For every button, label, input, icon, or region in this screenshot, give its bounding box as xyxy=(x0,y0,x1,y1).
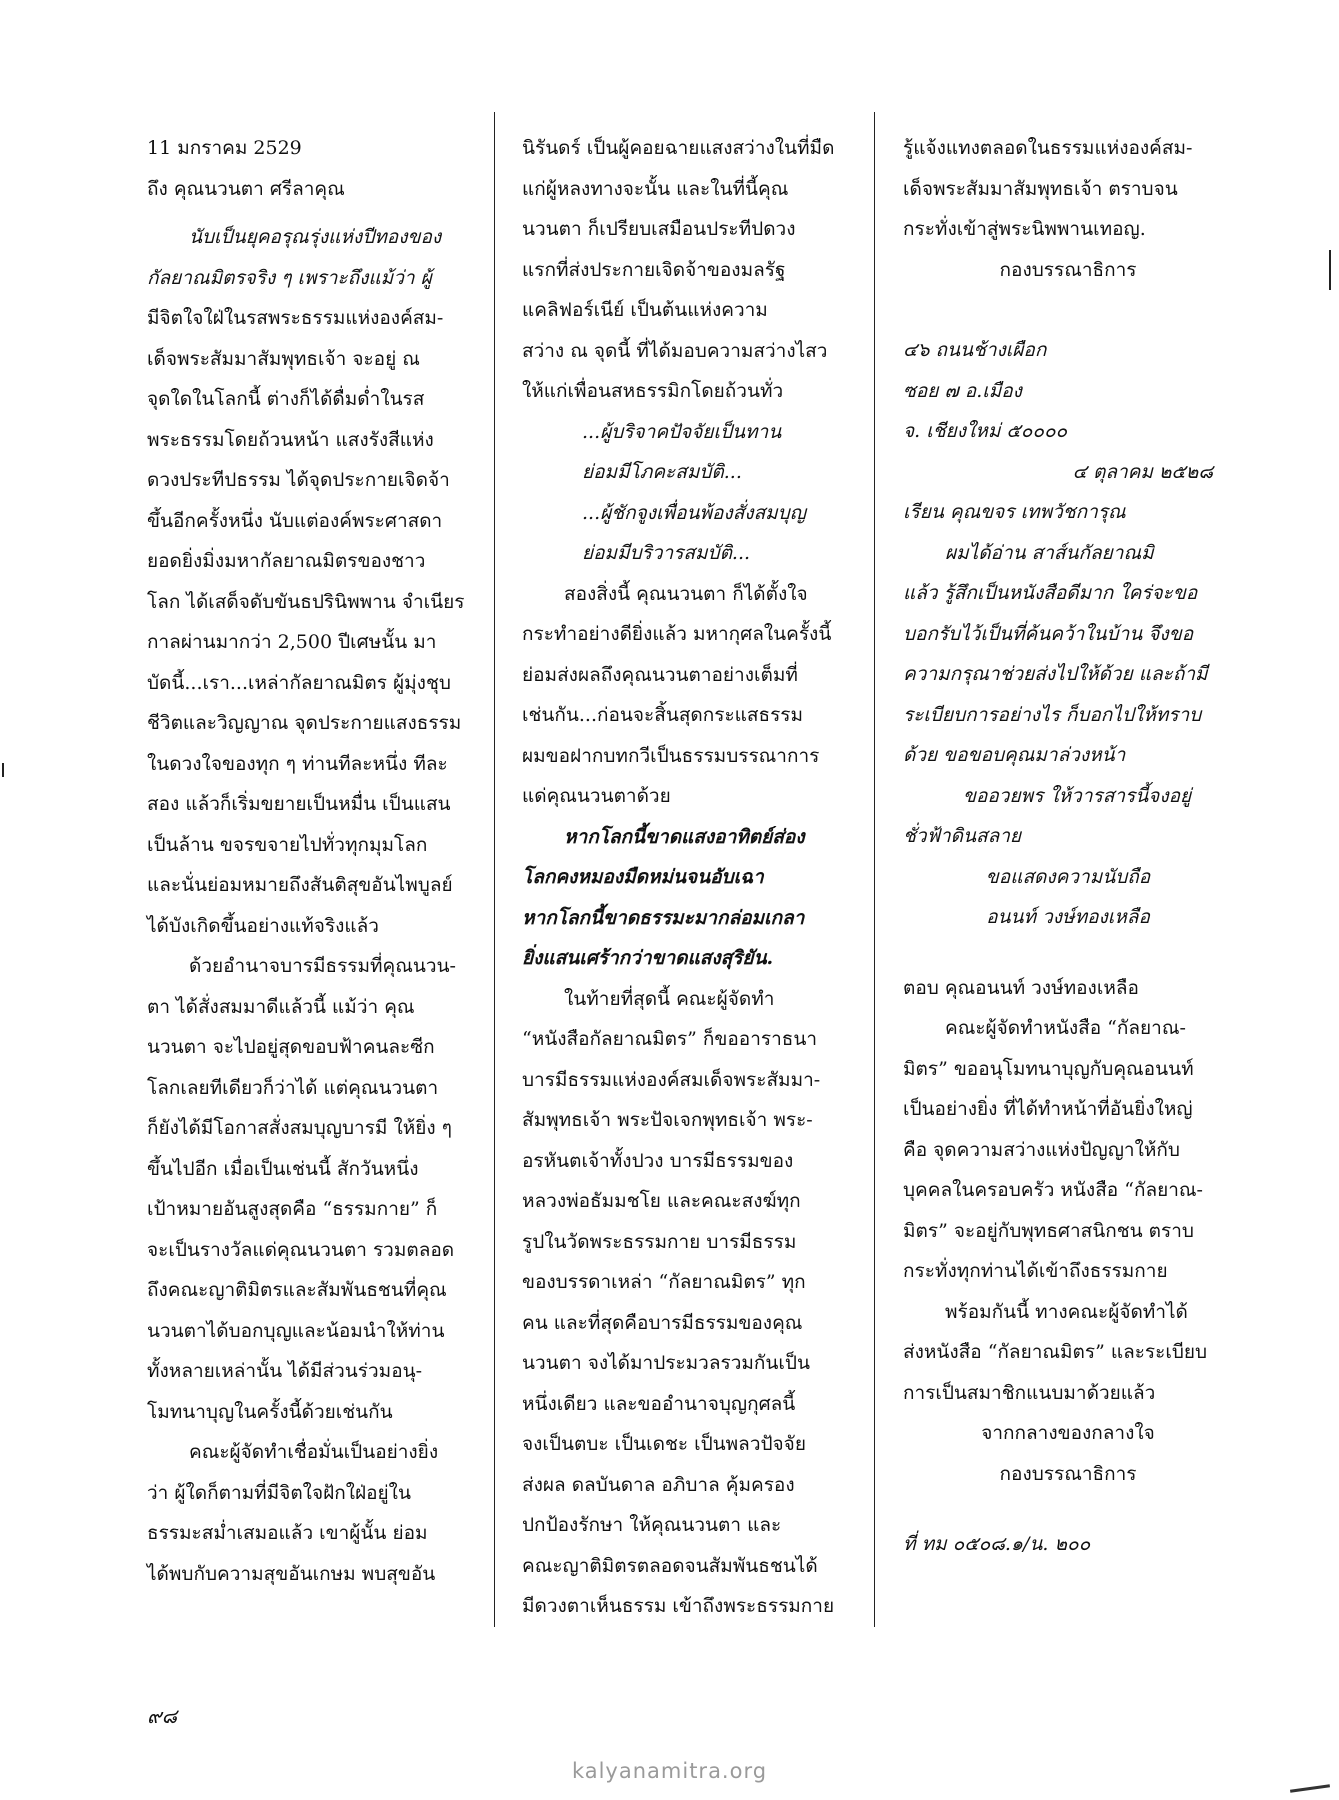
text-line: ขึ้นไปอีก เมื่อเป็นเช่นนี้ สักวันหนึ่ง xyxy=(147,1157,419,1180)
letter-salutation: เรียน คุณขจร เทพวัชการุณ xyxy=(903,501,1126,523)
source-watermark: kalyanamitra.org xyxy=(571,1759,768,1783)
letter-date: ๔ ตุลาคม ๒๕๒๘ xyxy=(1072,460,1213,483)
text-line: ขึ้นอีกครั้งหนึ่ง นับแต่องค์พระศาสดา xyxy=(147,509,443,532)
reference-number: ที่ ทม ๐๕๐๘.๑/น. ๒๐๐ xyxy=(903,1533,1091,1555)
text-line: เป้าหมายอันสูงสุดคือ “ธรรมกาย” ก็ xyxy=(147,1198,438,1220)
poem-line: โลกคงหมองมืดหม่นจนอับเฉา xyxy=(522,866,764,888)
text-line: ดวงประทีปธรรม ได้จุดประกายเจิดจ้า xyxy=(147,469,450,491)
text-line: ขออวยพร ให้วารสารนี้จงอยู่ xyxy=(963,784,1192,807)
text-line: เด็จพระสัมมาสัมพุทธเจ้า จะอยู่ ณ xyxy=(147,347,420,370)
sender-address: ๔๖ ถนนช้างเผือก xyxy=(903,339,1047,361)
text-line: ธรรมะสม่ำเสมอแล้ว เขาผู้นั้น ย่อม xyxy=(147,1522,428,1544)
text-line: กระทั่งทุกท่านได้เข้าถึงธรรมกาย xyxy=(903,1260,1168,1282)
text-line: ว่า ผู้ใดก็ตามที่มีจิตใจฝักใฝ่อยู่ใน xyxy=(147,1481,411,1504)
text-line: สองสิ่งนี้ คุณนวนตา ก็ได้ตั้งใจ xyxy=(564,582,808,605)
column-divider xyxy=(874,112,875,1627)
text-line: ได้บังเกิดขึ้นอย่างแท้จริงแล้ว xyxy=(147,914,379,937)
text-line: อรหันตเจ้าทั้งปวง บารมีธรรมของ xyxy=(522,1149,794,1172)
spacer xyxy=(903,290,1233,330)
text-line: ทั้งหลายเหล่านั้น ได้มีส่วนร่วมอนุ- xyxy=(147,1360,423,1382)
text-line: สว่าง ณ จุดนี้ ที่ได้มอบความสว่างไสว xyxy=(522,339,828,362)
text-line: แด่คุณนวนตาด้วย xyxy=(522,785,671,807)
text-line: แล้ว รู้สึกเป็นหนังสือดีมาก ใคร่จะขอ xyxy=(903,582,1198,604)
text-line: ย่อมส่งผลถึงคุณนวนตาอย่างเต็มที่ xyxy=(522,663,798,686)
text-line: โลก ได้เสด็จดับขันธปรินิพพาน จำเนียร xyxy=(147,590,465,613)
text-line: เป็นอย่างยิ่ง ที่ได้ทำหน้าที่อันยิ่งใหญ่ xyxy=(903,1098,1193,1120)
text-line: ระเบียบการอย่างไร ก็บอกไปให้ทราบ xyxy=(903,703,1202,726)
scan-speck xyxy=(2,763,4,777)
text-line: การเป็นสมาชิกแนบมาด้วยแล้ว xyxy=(903,1381,1156,1404)
text-line: แรกที่ส่งประกายเจิดจ้าของมลรัฐ xyxy=(522,258,786,281)
sender-address: จ. เชียงใหม่ ๕๐๐๐๐ xyxy=(903,420,1068,442)
text-line: สัมพุทธเจ้า พระปัจเจกพุทธเจ้า พระ- xyxy=(522,1109,813,1131)
text-line: เช่นกัน...ก่อนจะสิ้นสุดกระแสธรรม xyxy=(522,704,804,726)
text-line: คณะผู้จัดทำเชื่อมั่นเป็นอย่างยิ่ง xyxy=(189,1441,439,1463)
reply-heading: ตอบ คุณอนนท์ วงษ์ทองเหลือ xyxy=(903,976,1139,999)
text-line: หนึ่งเดียว และขออำนาจบุญกุศลนี้ xyxy=(522,1392,796,1415)
text-line: กระทั่งเข้าสู่พระนิพพานเทอญ. xyxy=(903,218,1146,240)
letter-date: 11 มกราคม 2529 xyxy=(147,137,302,159)
text-line: จุดใดในโลกนี้ ต่างก็ได้ดื่มด่ำในรส xyxy=(147,388,425,410)
quote-line: ย่อมมีโภคะสมบัติ... xyxy=(582,461,742,483)
text-line: บุคคลในครอบครัว หนังสือ “กัลยาณ- xyxy=(903,1179,1203,1201)
quote-line: ...ผู้บริจาคปัจจัยเป็นทาน xyxy=(582,420,782,443)
text-line: มีดวงตาเห็นธรรม เข้าถึงพระธรรมกาย xyxy=(522,1595,835,1617)
text-line: เด็จพระสัมมาสัมพุทธเจ้า ตราบจน xyxy=(903,177,1178,200)
text-line: “หนังสือกัลยาณมิตร” ก็ขออาราธนา xyxy=(522,1028,818,1050)
text-line: คน และที่สุดคือบารมีธรรมของคุณ xyxy=(522,1311,803,1334)
text-line: คือ จุดความสว่างแห่งปัญญาให้กับ xyxy=(903,1138,1180,1161)
text-line: นับเป็นยุคอรุณรุ่งแห่งปีทองของ xyxy=(189,226,442,248)
text-line: นิรันดร์ เป็นผู้คอยฉายแสงสว่างในที่มืด xyxy=(522,137,835,159)
text-line: กระทำอย่างดียิ่งแล้ว มหากุศลในครั้งนี้ xyxy=(522,623,832,645)
spacer xyxy=(903,1494,1233,1524)
text-line: ความกรุณาช่วยส่งไปให้ด้วย และถ้ามี xyxy=(903,663,1208,685)
text-line: ถึงคณะญาติมิตรและสัมพันธชนที่คุณ xyxy=(147,1279,447,1301)
text-line: ส่งผล ดลบันดาล อภิบาล คุ้มครอง xyxy=(522,1473,795,1496)
text-line: จงเป็นตบะ เป็นเดชะ เป็นพลวปัจจัย xyxy=(522,1433,806,1455)
text-line: มีจิตใจใฝ่ในรสพระธรรมแห่งองค์สม- xyxy=(147,307,444,329)
text-line: ให้แก่เพื่อนสหธรรมิกโดยถ้วนทั่ว xyxy=(522,380,784,402)
edge-mark xyxy=(1329,250,1331,290)
text-line: ได้พบกับความสุขอันเกษม พบสุขอัน xyxy=(147,1562,436,1585)
column-1 xyxy=(147,128,477,1594)
text-line: นวนตา ก็เปรียบเสมือนประทีปดวง xyxy=(522,218,796,240)
text-line: รูปในวัดพระธรรมกาย บารมีธรรม xyxy=(522,1230,797,1253)
text-line: ก็ยังได้มีโอกาสสั่งสมบุญบารมี ให้ยิ่ง ๆ xyxy=(147,1117,452,1139)
text-line: จะเป็นรางวัลแด่คุณนวนตา รวมตลอด xyxy=(147,1238,455,1261)
text-line: ปกป้องรักษา ให้คุณนวนตา และ xyxy=(522,1514,782,1536)
text-line: ชีวิตและวิญญาณ จุดประกายแสงธรรม xyxy=(147,712,462,734)
text-line: บารมีธรรมแห่งองค์สมเด็จพระสัมมา- xyxy=(522,1068,821,1091)
text-line: มิตร” ขออนุโมทนาบุญกับคุณอนนท์ xyxy=(903,1057,1194,1080)
quote-line: ...ผู้ชักจูงเพื่อนพ้องสั่งสมบุญ xyxy=(582,501,806,524)
signature-editors: กองบรรณาธิการ xyxy=(999,1462,1137,1485)
quote-line: ย่อมมีบริวารสมบัติ... xyxy=(582,542,751,564)
text-line: คณะผู้จัดทำหนังสือ “กัลยาณ- xyxy=(945,1017,1186,1039)
text-line: นวนตา จงได้มาประมวลรวมกันเป็น xyxy=(522,1352,810,1374)
text-line: รู้แจ้งแทงตลอดในธรรมแห่งองค์สม- xyxy=(903,137,1193,159)
closing-line: จากกลางของกลางใจ xyxy=(981,1422,1155,1444)
poem-line: หากโลกนี้ขาดแสงอาทิตย์ส่อง xyxy=(564,825,805,848)
text-line: ผมขอฝากบทกวีเป็นธรรมบรรณาการ xyxy=(522,744,820,767)
text-line: พร้อมกันนี้ ทางคณะผู้จัดทำได้ xyxy=(945,1300,1188,1323)
signature-editors: กองบรรณาธิการ xyxy=(999,258,1137,281)
closing-line: ขอแสดงความนับถือ xyxy=(985,865,1151,888)
text-line: ตา ได้สั่งสมมาดีแล้วนี้ แม้ว่า คุณ xyxy=(147,995,415,1018)
text-line: นวนตาได้บอกบุญและน้อมนำให้ท่าน xyxy=(147,1319,445,1342)
text-line: ยอดยิ่งมิ่งมหากัลยาณมิตรของชาว xyxy=(147,550,426,572)
column-3 xyxy=(903,128,1233,1565)
text-line: ของบรรดาเหล่า “กัลยาณมิตร” ทุก xyxy=(522,1271,806,1293)
spacer xyxy=(903,938,1233,968)
text-line: พระธรรมโดยถ้วนหน้า แสงรังสีแห่ง xyxy=(147,428,434,451)
text-line: สอง แล้วก็เริ่มขยายเป็นหมื่น เป็นแสน xyxy=(147,793,451,815)
text-line: และนั่นย่อมหมายถึงสันติสุขอันไพบูลย์ xyxy=(147,874,453,896)
text-line: แคลิฟอร์เนีย์ เป็นต้นแห่งความ xyxy=(522,299,768,321)
text-line: กัลยาณมิตรจริง ๆ เพราะถึงแม้ว่า ผู้ xyxy=(147,266,432,289)
sender-address: ซอย ๗ อ.เมือง xyxy=(903,379,1022,402)
text-line: คณะญาติมิตรตลอดจนสัมพันธชนได้ xyxy=(522,1554,818,1577)
poem-line: หากโลกนี้ขาดธรรมะมากล่อมเกลา xyxy=(522,906,805,929)
column-divider xyxy=(494,112,495,1627)
text-line: เป็นล้าน ขจรขจายไปทั่วทุกมุมโลก xyxy=(147,833,428,856)
text-line: ชั่วฟ้าดินสลาย xyxy=(903,825,1022,847)
text-line: ส่งหนังสือ “กัลยาณมิตร” และระเบียบ xyxy=(903,1341,1208,1363)
text-line: ด้วย ขอขอบคุณมาล่วงหน้า xyxy=(903,744,1126,766)
letter-salutation: ถึง คุณนวนตา ศรีลาคุณ xyxy=(147,177,345,200)
text-line: ผมได้อ่าน สาส์นกัลยาณมิ xyxy=(945,541,1154,564)
text-line: บอกรับไว้เป็นที่ค้นคว้าในบ้าน จึงขอ xyxy=(903,622,1194,645)
page-number: ๙๘ xyxy=(147,1704,178,1728)
text-line: หลวงพ่อธัมมชโย และคณะสงฆ์ทุก xyxy=(522,1190,801,1212)
column-2 xyxy=(522,128,852,1627)
text-line: แก่ผู้หลงทางจะนั้น และในที่นี้คุณ xyxy=(522,177,789,200)
text-line: โมทนาบุญในครั้งนี้ด้วยเช่นกัน xyxy=(147,1400,393,1423)
text-line: บัดนี้...เรา...เหล่ากัลยาณมิตร ผู้มุ่งชุบ xyxy=(147,671,451,694)
text-line: ในท้ายที่สุดนี้ คณะผู้จัดทำ xyxy=(564,987,775,1010)
sender-name: อนนท์ วงษ์ทองเหลือ xyxy=(986,906,1150,928)
poem-line: ยิ่งแสนเศร้ากว่าขาดแสงสุริยัน. xyxy=(522,947,774,969)
text-line: ในดวงใจของทุก ๆ ท่านทีละหนึ่ง ทีละ xyxy=(147,752,448,775)
text-line: นวนตา จะไปอยู่สุดขอบฟ้าคนละซีก xyxy=(147,1036,435,1058)
text-line: มิตร” จะอยู่กับพุทธศาสนิกชน ตราบ xyxy=(903,1219,1194,1242)
scan-mark xyxy=(1290,1784,1330,1793)
text-line: ด้วยอำนาจบารมีธรรมที่คุณนวน- xyxy=(189,955,456,977)
text-line: กาลผ่านมากว่า 2,500 ปีเศษนั้น มา xyxy=(147,631,437,653)
text-line: โลกเลยทีเดียวก็ว่าได้ แต่คุณนวนตา xyxy=(147,1076,439,1099)
